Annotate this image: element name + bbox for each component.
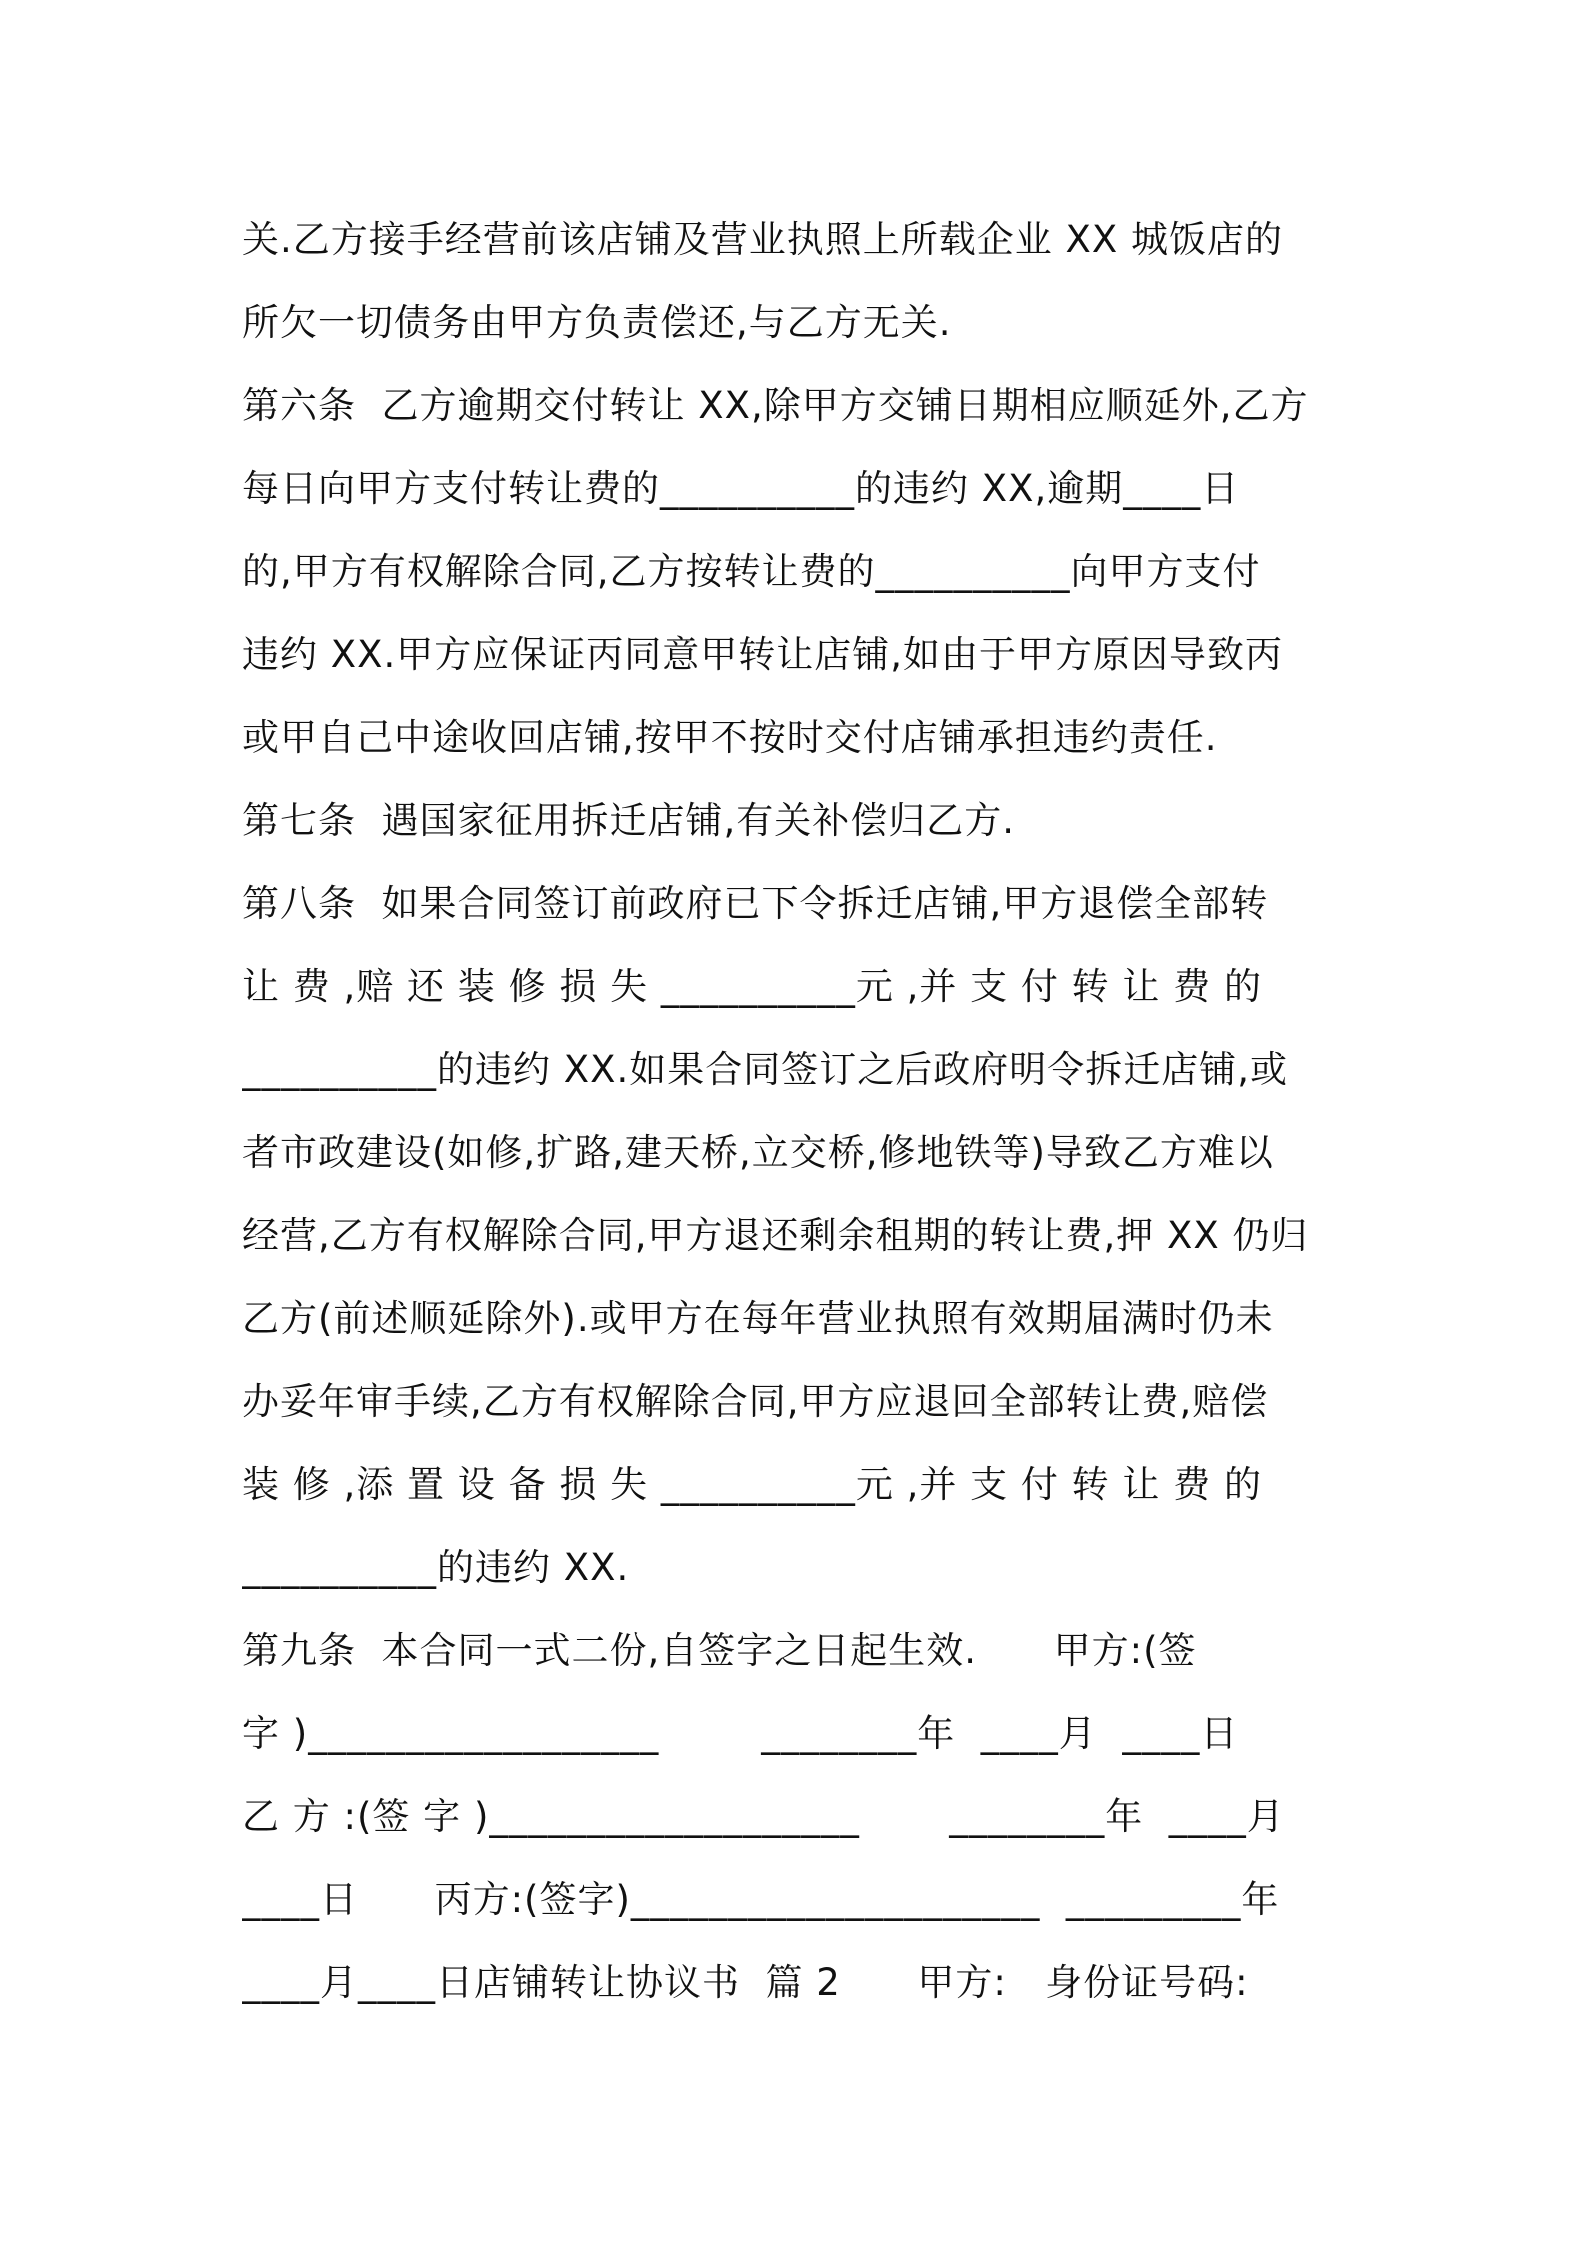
- text-line: 经营,乙方有权解除合同,甲方退还剩余租期的转让费,押 XX 仍归: [242, 1214, 1309, 1257]
- text-line: 装 修 ,添 置 设 备 损 失 __________元 ,并 支 付 转 让 费 的: [242, 1463, 1262, 1506]
- article-9-line: 第九条 本合同一式二份,自签字之日起生效. 甲方:(签: [242, 1629, 1197, 1672]
- text-line: 或甲自己中途收回店铺,按甲不按时交付店铺承担违约责任.: [242, 716, 1218, 759]
- text-line: __________的违约 XX.: [242, 1546, 630, 1589]
- article-6-line: 第六条 乙方逾期交付转让 XX,除甲方交铺日期相应顺延外,乙方: [242, 384, 1309, 427]
- article-8-line: 第八条 如果合同签订前政府已下令拆迁店铺,甲方退偿全部转: [242, 882, 1269, 925]
- text-line: __________的违约 XX.如果合同签订之后政府明令拆迁店铺,或: [242, 1048, 1288, 1091]
- contract-body: [242, 198, 1352, 2024]
- text-line: 所欠一切债务由甲方负责偿还,与乙方无关.: [242, 301, 952, 344]
- article-7-line: 第七条 遇国家征用拆迁店铺,有关补偿归乙方.: [242, 799, 1016, 842]
- text-line: 乙方(前述顺延除外).或甲方在每年营业执照有效期届满时仍未: [242, 1297, 1274, 1340]
- text-line: 的,甲方有权解除合同,乙方按转让费的__________向甲方支付: [242, 550, 1261, 593]
- text-line: 让 费 ,赔 还 装 修 损 失 __________元 ,并 支 付 转 让 费 的: [242, 965, 1262, 1008]
- text-line: 关.乙方接手经营前该店铺及营业执照上所载企业 XX 城饭店的: [242, 218, 1283, 261]
- text-line: 违约 XX.甲方应保证丙同意甲转让店铺,如由于甲方原因导致丙: [242, 633, 1283, 676]
- text-line: 办妥年审手续,乙方有权解除合同,甲方应退回全部转让费,赔偿: [242, 1380, 1269, 1423]
- text-line: 者市政建设(如修,扩路,建天桥,立交桥,修地铁等)导致乙方难以: [242, 1131, 1274, 1174]
- signature-line-party-c: ____日 丙方:(签字)_____________________ _________年: [242, 1878, 1280, 1921]
- signature-line-party-a: 字 )__________________ ________年 ____月 ____日: [242, 1712, 1239, 1755]
- next-agreement-heading-line: ____月____日店铺转让协议书 篇 2 甲方: 身份证号码:: [242, 1961, 1249, 2004]
- text-line: 每日向甲方支付转让费的__________的违约 XX,逾期____日: [242, 467, 1240, 510]
- signature-line-party-b: 乙 方 :(签 字 )___________________ ________年 ____月: [242, 1795, 1285, 1838]
